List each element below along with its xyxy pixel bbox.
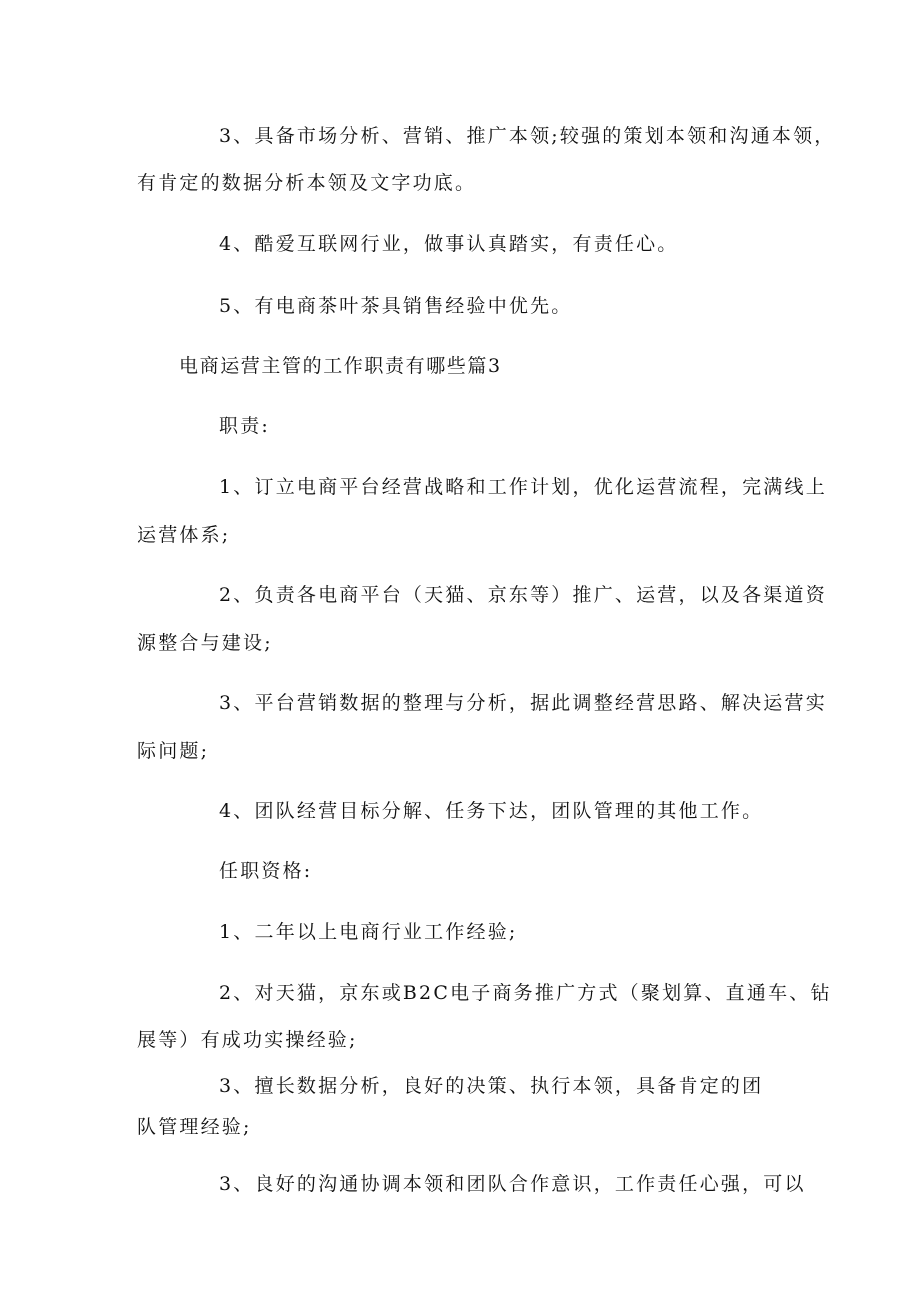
- list-item-line: 有肯定的数据分析本领及文字功底。: [137, 172, 477, 194]
- list-item-line: 2、负责各电商平台（天猫、京东等）推广、运营，以及各渠道资: [219, 584, 827, 606]
- list-item-line: 2、对天猫，京东或B2C电子商务推广方式（聚划算、直通车、钻: [219, 982, 832, 1004]
- list-item-line: 队管理经验;: [137, 1116, 252, 1138]
- list-item-line: 3、平台营销数据的整理与分析，据此调整经营思路、解决运营实: [219, 692, 827, 714]
- list-item-line: 5、有电商茶叶茶具销售经验中优先。: [219, 295, 573, 317]
- list-item-line: 1、二年以上电商行业工作经验;: [219, 921, 518, 943]
- list-item-line: 1、订立电商平台经营战略和工作计划，优化运营流程，完满线上: [219, 476, 827, 498]
- list-item-line: 4、团队经营目标分解、任务下达，团队管理的其他工作。: [219, 800, 764, 822]
- list-item-line: 运营体系;: [137, 524, 231, 546]
- duties-label: 职责:: [219, 415, 271, 437]
- list-item-line: 3、良好的沟通协调本领和团队合作意识，工作责任心强，可以: [219, 1173, 806, 1195]
- list-item-line: 展等）有成功实操经验;: [137, 1029, 358, 1051]
- list-item-line: 4、酷爱互联网行业，做事认真踏实，有责任心。: [219, 233, 679, 255]
- list-item-line: 3、擅长数据分析，良好的决策、执行本领，具备肯定的团: [219, 1075, 764, 1097]
- list-item-line: 际问题;: [137, 740, 210, 762]
- list-item-line: 3、具备市场分析、营销、推广本领;较强的策划本领和沟通本领，: [219, 125, 836, 147]
- qualifications-label: 任职资格:: [219, 860, 313, 882]
- list-item-line: 源整合与建设;: [137, 632, 273, 654]
- section-title: 电商运营主管的工作职责有哪些篇3: [179, 355, 502, 377]
